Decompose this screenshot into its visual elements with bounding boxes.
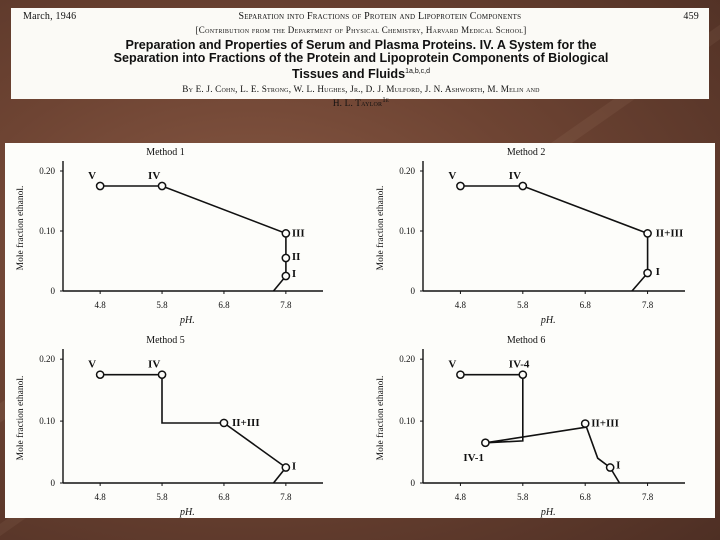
x-tick-label: 6.8 [218, 300, 230, 310]
y-tick-label: 0.10 [39, 226, 55, 236]
chart-title: Method 2 [506, 147, 546, 158]
y-tick-label: 0.10 [399, 226, 415, 236]
method-charts-figure [5, 143, 715, 518]
data-point [97, 371, 104, 378]
point-label: V [448, 170, 457, 182]
data-point [482, 439, 489, 446]
title-line-3: Tissues and Fluids [291, 67, 406, 82]
running-title: Separation into Fractions of Protein and Lipoprotein Components [238, 11, 522, 22]
x-tick-label: 4.8 [454, 300, 467, 310]
data-point [457, 371, 464, 378]
figure-panel [5, 143, 715, 518]
chart-title: Method 1 [146, 147, 185, 158]
point-label: I [291, 268, 297, 280]
point-label: IV-4 [508, 358, 530, 371]
point-label: V [448, 358, 457, 371]
y-axis-label: Mole fraction ethanol. [16, 185, 26, 271]
authors-superscript: 1e [382, 96, 390, 105]
data-point [220, 419, 227, 426]
x-axis-label: pH. [180, 507, 195, 518]
point-label: IV [148, 170, 161, 182]
y-tick-label: 0 [50, 286, 55, 296]
data-point [282, 464, 289, 471]
x-tick-label: 7.8 [280, 300, 292, 310]
y-axis-label: Mole fraction ethanol. [376, 375, 386, 461]
x-tick-label: 4.8 [94, 492, 106, 502]
data-point [582, 420, 589, 427]
point-label: V [88, 170, 97, 182]
y-axis-label: Mole fraction ethanol. [376, 185, 386, 271]
data-point [282, 230, 289, 237]
y-axis-label: Mole fraction ethanol. [16, 375, 26, 461]
x-tick-label: 5.8 [156, 492, 168, 502]
x-axis-label: pH. [540, 315, 556, 326]
authors-line-1: By E. J. Cohn, L. E. Strong, W. L. Hughes, Jr., D. J. Mulford, J. N. Ashworth, M. Melin and [182, 84, 540, 95]
series-line [460, 186, 647, 291]
x-tick-label: 4.8 [94, 300, 106, 310]
paper-title [23, 39, 699, 81]
y-tick-label: 0.20 [39, 166, 55, 176]
y-tick-label: 0.10 [39, 416, 55, 427]
x-tick-label: 6.8 [579, 492, 591, 502]
point-label: II+III [231, 416, 260, 429]
data-point [97, 182, 104, 189]
point-label: V [88, 358, 97, 371]
publication-date: March, 1946 [23, 11, 77, 22]
point-label: IV [508, 170, 522, 182]
page-number: 459 [683, 11, 699, 22]
data-point [519, 371, 526, 378]
point-label: I [291, 460, 297, 473]
title-line-1: Preparation and Properties of Serum and Plasma Proteins. IV. A System for the [125, 38, 597, 52]
x-tick-label: 5.8 [156, 300, 168, 310]
x-tick-label: 5.8 [517, 492, 529, 502]
y-tick-label: 0 [410, 286, 415, 296]
point-label: I [655, 266, 660, 278]
authors-line-2: H. L. Taylor [332, 98, 383, 109]
y-tick-label: 0 [50, 478, 55, 488]
data-point [282, 272, 289, 279]
point-label: II [291, 251, 301, 263]
data-point [158, 371, 165, 378]
data-point [644, 230, 651, 237]
title-superscript: 1a,b,c,d [405, 68, 431, 75]
point-label: IV-1 [463, 451, 484, 464]
y-tick-label: 0 [410, 478, 415, 488]
chart-method-4 [375, 335, 685, 518]
chart-title: Method 5 [146, 335, 185, 346]
data-point [457, 182, 464, 189]
x-axis-label: pH. [180, 315, 195, 326]
point-label: II+III [591, 417, 619, 430]
data-point [282, 254, 289, 261]
x-tick-label: 6.8 [218, 492, 230, 502]
chart-method-3 [15, 335, 323, 518]
data-point [158, 182, 165, 189]
data-point [519, 182, 526, 189]
y-tick-label: 0.10 [399, 416, 415, 427]
point-label: III [291, 227, 305, 240]
chart-method-1 [15, 147, 323, 326]
data-point [644, 269, 651, 276]
chart-method-2 [375, 147, 685, 326]
y-tick-label: 0.20 [399, 166, 415, 176]
contribution-line: [Contribution from the Department of Physical Chemistry, Harvard Medical School] [195, 25, 527, 35]
title-line-2: Separation into Fractions of the Protein and Lipoprotein Components of Biological [113, 51, 609, 65]
point-label: I [616, 459, 621, 472]
chart-title: Method 6 [506, 335, 546, 346]
x-tick-label: 5.8 [517, 300, 529, 310]
point-label: II+III [655, 227, 684, 240]
series-line [100, 186, 286, 291]
x-tick-label: 7.8 [280, 492, 292, 502]
y-tick-label: 0.20 [39, 354, 55, 365]
data-point [607, 464, 614, 471]
x-tick-label: 6.8 [579, 300, 591, 310]
x-tick-label: 7.8 [641, 300, 654, 310]
y-tick-label: 0.20 [399, 354, 415, 365]
author-list [23, 84, 699, 109]
x-tick-label: 4.8 [454, 492, 467, 502]
paper-header [11, 8, 709, 109]
point-label: IV [148, 358, 161, 371]
x-tick-label: 7.8 [641, 492, 654, 502]
x-axis-label: pH. [540, 507, 556, 518]
